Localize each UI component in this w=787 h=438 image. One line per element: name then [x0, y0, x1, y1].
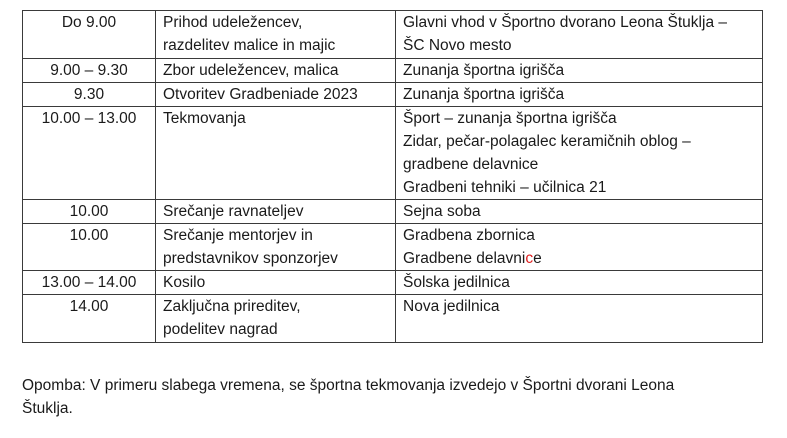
location-line: Gradbeni tehniki – učilnica 21	[403, 179, 607, 196]
location-line: Gradbena zbornica	[403, 227, 535, 244]
location-line: Šolska jedilnica	[403, 274, 510, 291]
location-text: e	[533, 250, 542, 267]
activity-cell	[156, 224, 396, 271]
activity-line: Prihod udeležencev,	[163, 14, 303, 31]
activity-line: Zbor udeležencev, malica	[163, 62, 339, 79]
location-cell	[396, 200, 763, 224]
activity-line: Otvoritev Gradbeniade 2023	[163, 86, 358, 103]
schedule-table	[22, 10, 763, 343]
weather-note	[22, 374, 767, 420]
location-line: ŠC Novo mesto	[403, 37, 512, 54]
location-line: Zidar, pečar-polagalec keramičnih oblog –	[403, 133, 691, 150]
activity-line: Srečanje ravnateljev	[163, 203, 304, 220]
activity-cell	[156, 83, 396, 107]
location-line: gradbene delavnice	[403, 156, 539, 173]
activity-cell	[156, 271, 396, 295]
location-line: Glavni vhod v Športno dvorano Leona Štuklja –	[403, 14, 727, 31]
time-cell: 10.00	[23, 224, 156, 271]
time-cell: Do 9.00	[23, 11, 156, 59]
activity-cell	[156, 200, 396, 224]
time-cell: 14.00	[23, 295, 156, 343]
activity-line: razdelitev malice in majic	[163, 37, 336, 54]
activity-cell	[156, 59, 396, 83]
table-row	[23, 271, 763, 295]
table-row	[23, 59, 763, 83]
table-row	[23, 11, 763, 59]
location-line: Šport – zunanja športna igrišča	[403, 110, 617, 127]
table-row	[23, 200, 763, 224]
table-row	[23, 83, 763, 107]
time-cell: 9.30	[23, 83, 156, 107]
activity-line: Kosilo	[163, 274, 206, 291]
note-line: Štuklja.	[22, 400, 73, 417]
location-text: Gradbene delavni	[403, 250, 526, 267]
activity-cell	[156, 11, 396, 59]
activity-cell	[156, 107, 396, 200]
location-cell	[396, 11, 763, 59]
location-line: Nova jedilnica	[403, 298, 500, 315]
table-row	[23, 224, 763, 271]
time-cell: 13.00 – 14.00	[23, 271, 156, 295]
location-cell	[396, 83, 763, 107]
table-row	[23, 107, 763, 200]
activity-line: Srečanje mentorjev in	[163, 227, 313, 244]
location-cell	[396, 224, 763, 271]
highlighted-letter: c	[525, 250, 534, 267]
location-cell	[396, 271, 763, 295]
location-cell	[396, 107, 763, 200]
location-line: Zunanja športna igrišča	[403, 62, 565, 79]
location-cell	[396, 295, 763, 343]
location-line: Sejna soba	[403, 203, 481, 220]
location-line: Zunanja športna igrišča	[403, 86, 565, 103]
activity-line: Zaključna prireditev,	[163, 298, 301, 315]
time-cell: 10.00 – 13.00	[23, 107, 156, 200]
note-line: Opomba: V primeru slabega vremena, se športna tekmovanja izvedejo v Športni dvorani Leona	[22, 377, 675, 394]
activity-line: Tekmovanja	[163, 110, 246, 127]
location-line	[403, 247, 762, 270]
activity-line: podelitev nagrad	[163, 321, 278, 338]
location-cell	[396, 59, 763, 83]
activity-cell	[156, 295, 396, 343]
time-cell: 9.00 – 9.30	[23, 59, 156, 83]
time-cell: 10.00	[23, 200, 156, 224]
activity-line: predstavnikov sponzorjev	[163, 250, 338, 267]
table-row	[23, 295, 763, 343]
